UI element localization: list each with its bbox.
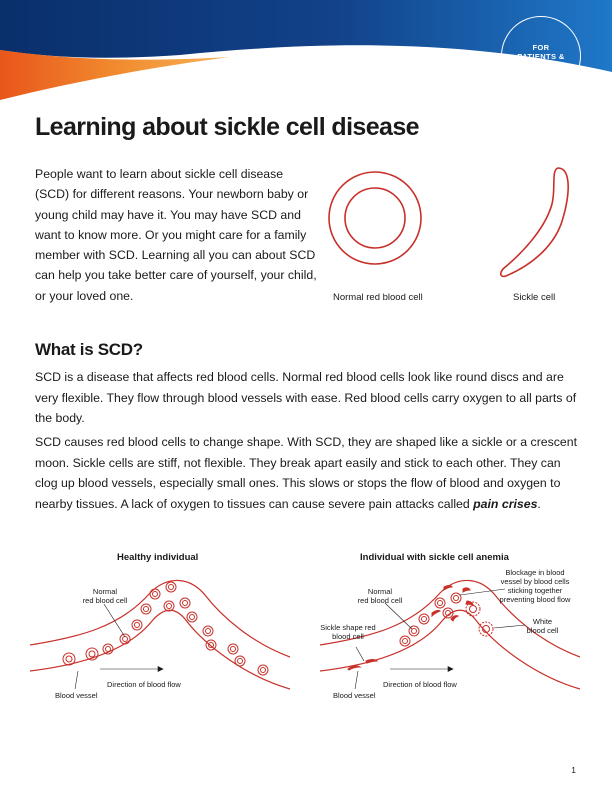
healthy-diagram-title: Healthy individual [117, 552, 199, 563]
white-cell-label: White blood cell [526, 617, 559, 635]
red-blood-cell [206, 640, 216, 650]
red-blood-cell [235, 656, 245, 666]
red-blood-cell [164, 601, 174, 611]
intro-paragraph: People want to learn about sickle cell disease (SCD) for different reasons. Your newborn baby or young child may have it. You may have SCD and want to know more. Or you might care for a family member with SCD. Learning all you can about SCD can help you take better care of yourself, your child, or your loved one. [35, 167, 317, 303]
normal-cell-pointer [385, 603, 412, 629]
sickle-cell-icon [501, 168, 568, 276]
flow-direction-label: Direction of blood flow [107, 680, 181, 689]
page-number: 1 [571, 765, 576, 775]
sickle-cell [463, 588, 470, 592]
flow-arrowhead [158, 667, 163, 672]
paragraph-text: SCD causes red blood cells to change shape. With SCD, they are shaped like a sickle or a crescent moon. Sickle cells are stiff, not flexible. They break apart easily and stick to each other. They can clog up blood vessels, especially small ones. This slows or stops the flow of blood and oxygen to nearby tissues. A lack of oxygen to tissues can cause severe pain attacks called [35, 435, 578, 511]
flow-arrowhead [448, 667, 453, 672]
red-blood-cell [435, 598, 445, 608]
sickle-cell [432, 610, 440, 616]
sickle-blood-vessel-label: Blood vessel [333, 691, 376, 700]
sickle-diagram-title: Individual with sickle cell anemia [360, 552, 509, 563]
vessel-pointer [355, 671, 358, 689]
page-title: Learning about sickle cell disease [35, 113, 419, 141]
red-blood-cell [419, 614, 429, 624]
red-blood-cell [203, 626, 213, 636]
normal-cell-caption: Normal red blood cell [333, 292, 423, 303]
cells-illustration [320, 160, 600, 310]
normal-red-blood-cell-icon [329, 172, 421, 264]
sickle-cell [366, 660, 377, 664]
sickle-normal-cell-label: Normal red blood cell [357, 587, 403, 605]
white-blood-cell [479, 622, 493, 636]
sickle-shape-label: Sickle shape red blood cell [320, 623, 376, 641]
audience-badge [501, 16, 581, 96]
paragraph-scd-effects [35, 432, 580, 514]
pain-crises-term: pain crises [473, 496, 538, 511]
sickle-cell-pointer [356, 647, 364, 661]
sickle-flow-direction-label: Direction of blood flow [383, 680, 457, 689]
red-blood-cell [451, 593, 461, 603]
red-blood-cell [120, 634, 130, 644]
section-heading-what-is-scd: What is SCD? [35, 340, 143, 359]
red-blood-cell [400, 636, 410, 646]
sickle-cell [444, 586, 452, 591]
red-blood-cell [228, 644, 238, 654]
red-blood-cell [141, 604, 151, 614]
red-blood-cell [150, 589, 160, 599]
blockage-label: Blockage in blood vessel by blood cells sticking together preventing blood flow [499, 568, 571, 604]
paragraph-scd-definition: SCD is a disease that affects red blood cells. Normal red blood cells look like round discs and are very flexible. They flow through blood vessels with ease. Red blood cells carry oxygen to all parts of the body. [35, 370, 577, 425]
vessel-wall-lower [30, 610, 290, 689]
sickle-cell-caption: Sickle cell [513, 292, 556, 303]
red-blood-cell [132, 620, 142, 630]
paragraph-end: . [537, 496, 541, 511]
red-blood-cell [63, 653, 75, 665]
red-blood-cell [258, 665, 268, 675]
red-blood-cell [166, 582, 176, 592]
audience-badge-text: FOR PATIENTS & CAREGIVERS [514, 42, 568, 70]
red-blood-cell [180, 598, 190, 608]
red-blood-cell [187, 612, 197, 622]
normal-cell-pointer [104, 604, 125, 637]
vessel-pointer [75, 671, 78, 689]
normal-cell-label: Normal red blood cell [82, 587, 128, 605]
blood-vessel-label: Blood vessel [55, 691, 98, 700]
